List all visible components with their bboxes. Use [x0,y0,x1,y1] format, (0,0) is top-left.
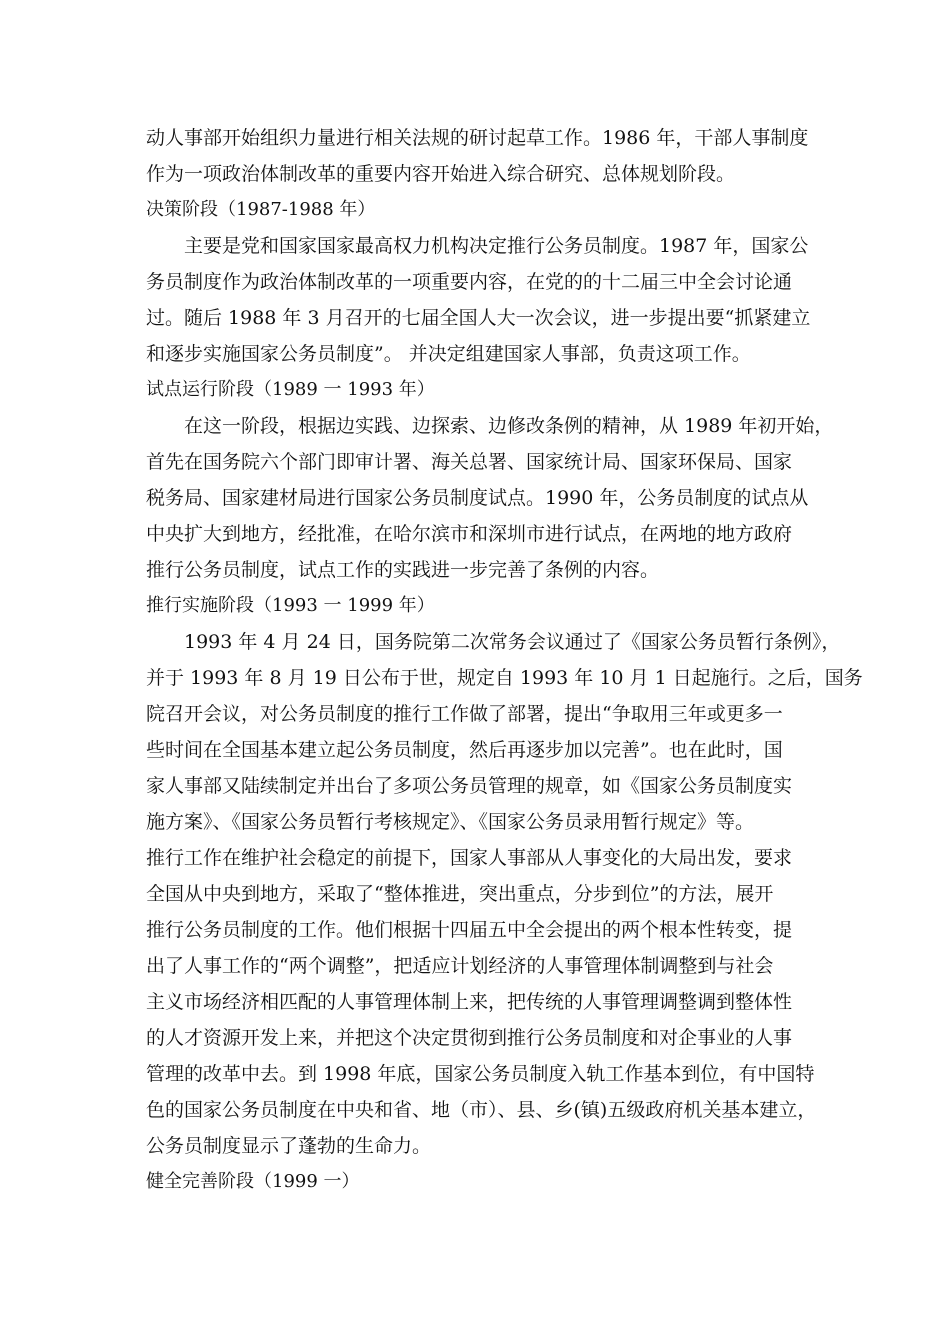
body-text-line: 管理的改革中去。到 1998 年底，国家公务员制度入轨工作基本到位，有中国特 [146,1063,815,1085]
body-text-line: 并于 1993 年 8 月 19 日公布于世，规定自 1993 年 10 月 1 日起施行。之后，国务 [146,667,863,689]
section-heading: 试点运行阶段（1989 一 1993 年） [146,379,435,400]
section-heading: 推行实施阶段（1993 一 1999 年） [146,595,435,616]
paragraph-first-line: 在这一阶段，根据边实践、边探索、边修改条例的精神，从 1989 年初开始， [184,415,834,437]
body-text-line: 推行工作在维护社会稳定的前提下，国家人事部从人事变化的大局出发，要求 [146,847,793,869]
body-text-line: 公务员制度显示了蓬勃的生命力。 [146,1135,432,1157]
body-text-line: 务员制度作为政治体制改革的一项重要内容，在党的的十二届三中全会讨论通 [146,271,793,293]
body-text-line: 税务局、国家建材局进行国家公务员制度试点。1990 年，公务员制度的试点从 [146,487,809,509]
body-text-line: 色的国家公务员制度在中央和省、地（市）、县、乡(镇)五级政府机关基本建立， [146,1099,817,1121]
body-text-line: 全国从中央到地方，采取了“整体推进，突出重点，分步到位”的方法，展开 [146,883,774,905]
section-heading: 决策阶段（1987-1988 年） [146,199,376,220]
body-text-line: 过。随后 1988 年 3 月召开的七届全国人大一次会议，进一步提出要“抓紧建立 [146,307,811,329]
body-text-line: 作为一项政治体制改革的重要内容开始进入综合研究、总体规划阶段。 [146,163,736,185]
paragraph-first-line: 主要是党和国家国家最高权力机构决定推行公务员制度。1987 年，国家公 [184,235,809,257]
body-text-line: 施方案》、《国家公务员暂行考核规定》、《国家公务员录用暂行规定》等。 [146,811,755,833]
body-text-line: 的人才资源开发上来，并把这个决定贯彻到推行公务员制度和对企事业的人事 [146,1027,793,1049]
body-text-line: 推行公务员制度，试点工作的实践进一步完善了条例的内容。 [146,559,660,581]
body-text-line: 主义市场经济相匹配的人事管理体制上来，把传统的人事管理调整调到整体性 [146,991,793,1013]
body-text-line: 中央扩大到地方，经批准，在哈尔滨市和深圳市进行试点，在两地的地方政府 [146,523,793,545]
body-text-line: 出了人事工作的“两个调整”，把适应计划经济的人事管理体制调整到与社会 [146,955,774,977]
body-text-line: 些时间在全国基本建立起公务员制度，然后再逐步加以完善”。也在此时，国 [146,739,783,761]
body-text-line: 家人事部又陆续制定并出台了多项公务员管理的规章，如《国家公务员制度实 [146,775,793,797]
body-text-line: 动人事部开始组织力量进行相关法规的研讨起草工作。1986 年，干部人事制度 [146,127,809,149]
body-text-line: 推行公务员制度的工作。他们根据十四届五中全会提出的两个根本性转变，提 [146,919,793,941]
body-text-line: 和逐步实施国家公务员制度”。 并决定组建国家人事部，负责这项工作。 [146,343,751,365]
body-text-line: 院召开会议，对公务员制度的推行工作做了部署，提出“争取用三年或更多一 [146,703,783,725]
body-text-line: 首先在国务院六个部门即审计署、海关总署、国家统计局、国家环保局、国家 [146,451,793,473]
section-heading: 健全完善阶段（1999 一） [146,1171,360,1192]
paragraph-first-line: 1993 年 4 月 24 日，国务院第二次常务会议通过了《国家公务员暂行条例》， [184,631,841,653]
